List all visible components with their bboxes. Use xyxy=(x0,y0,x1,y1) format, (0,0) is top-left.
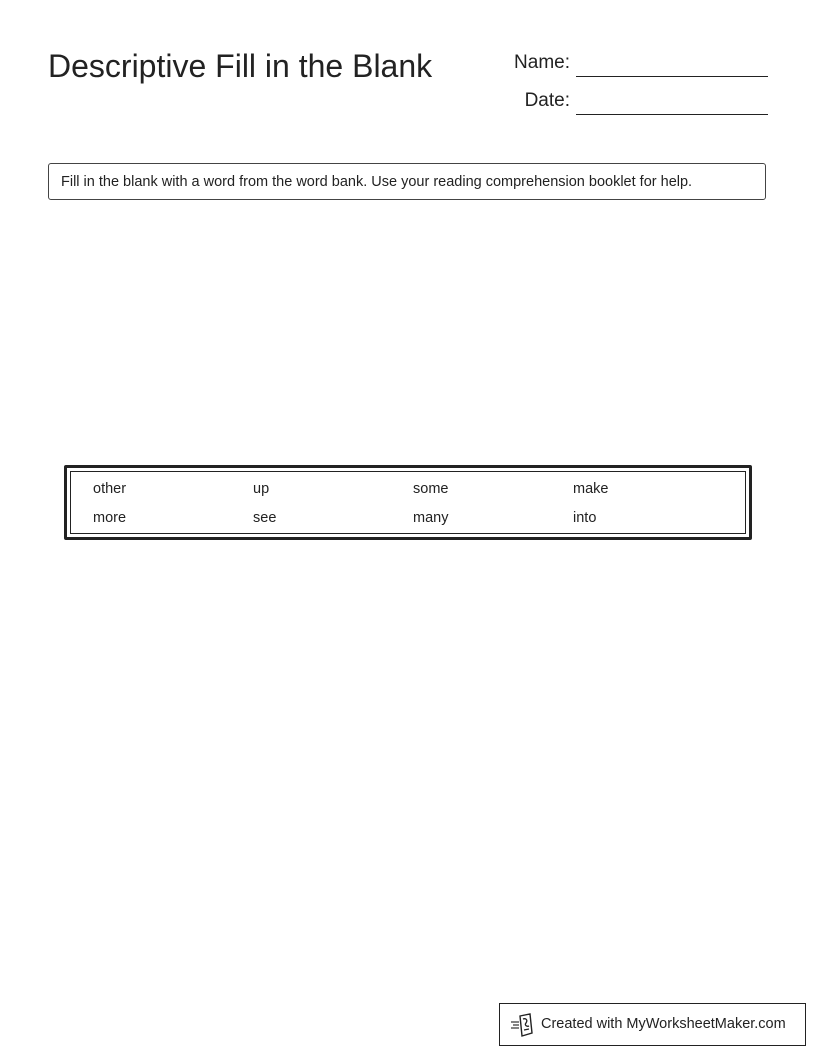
date-blank-line[interactable] xyxy=(576,114,768,115)
word-bank-item: into xyxy=(573,510,597,526)
word-bank-item: other xyxy=(93,481,127,497)
word-bank-item: up xyxy=(253,481,270,497)
footer-badge[interactable] xyxy=(499,1003,806,1046)
word-bank-item: more xyxy=(93,510,127,526)
word-bank-item: see xyxy=(253,510,277,526)
page-title: Descriptive Fill in the Blank xyxy=(48,48,433,84)
date-label: Date: xyxy=(524,90,570,111)
name-label: Name: xyxy=(514,52,570,73)
date-field[interactable] xyxy=(480,88,768,118)
instructions-box: Fill in the blank with a word from the word bank. Use your reading comprehension booklet for help. xyxy=(48,163,766,200)
worksheet-maker-logo-icon xyxy=(510,1013,536,1037)
word-bank-inner-border xyxy=(70,471,746,534)
name-blank-line[interactable] xyxy=(576,76,768,77)
footer-credit-text: Created with MyWorksheetMaker.com xyxy=(541,1016,786,1032)
name-field[interactable] xyxy=(480,50,768,80)
word-bank-item: make xyxy=(573,481,609,497)
word-bank-item: many xyxy=(413,510,449,526)
word-bank xyxy=(64,465,752,540)
word-bank-item: some xyxy=(413,481,449,497)
